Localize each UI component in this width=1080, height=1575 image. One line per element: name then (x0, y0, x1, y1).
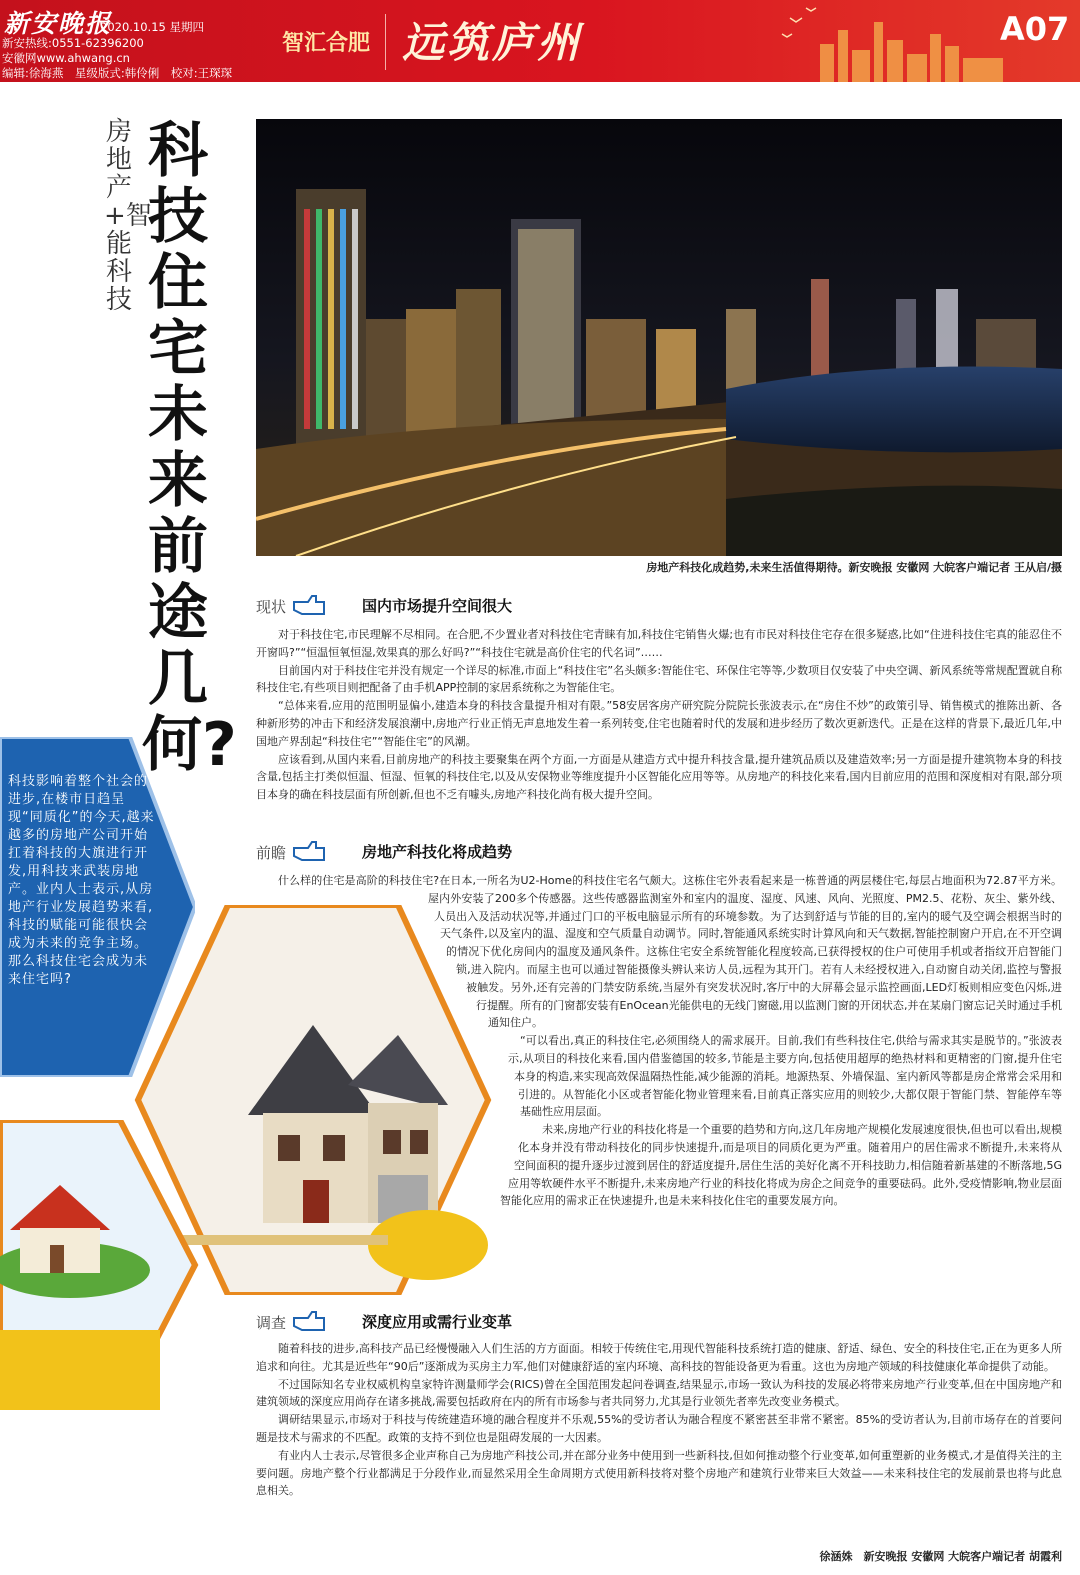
section-title: 国内市场提升空间很大 (362, 597, 513, 615)
pointing-hand-icon (292, 594, 326, 616)
section-title: 深度应用或需行业变革 (362, 1313, 513, 1331)
paragraph: 未来,房地产行业的科技化将是一个重要的趋势和方向,这几年房地产规模化发展速度很快,但也可以看出,规模化本身并没有带动科技化的同步快速提升,而是项目的同质化更为严重。随着用户的居住需求不断提升,未来将从空间面积的提升逐步过渡到居住的舒适度提升,居住生活的美好化离不开科技助力,相信随着新基建的不断落地,5G应用等软硬件水平不断提升,未来房地产行业的科技化将成为房企之间竞争的重要砝码。此外,受疫情影响,物业层面智能化应用的需求正在快速提升,也是未来科技化住宅的重要发展方向。 (500, 1123, 1062, 1208)
pointing-hand-icon (292, 1310, 326, 1332)
paragraph: 对于科技住宅,市民理解不尽相同。在合肥,不少置业者对科技住宅青睐有加,科技住宅销售火爆;也有市民对科技住宅存在很多疑惑,比如“住进科技住宅真的能忍住不开窗吗?”“恒温恒氧恒湿,效果真的那么好吗?”“科技住宅就是高价住宅的代名词”…… (256, 628, 1062, 659)
byline: 徐涵姝 新安晚报 安徽网 大皖客户端记者 胡霞利 (819, 1550, 1062, 1563)
hotline: 新安热线:0551-62396200 (2, 36, 144, 50)
section-title: 房地产科技化将成趋势 (362, 843, 513, 861)
paragraph: “可以看出,真正的科技住宅,必须围绕人的需求展开。目前,我们有些科技住宅,供给与需求其实是脱节的。”张波表示,从项目的科技化来看,国内借鉴德国的较多,节能是主要方向,包括使用超厚的绝热材料和更精密的门窗,提升住宅本身的构造,来实现高效保温隔热性能,减少能源的消耗。地源热泵、外墙保温、室内新风等都是房企常常会采用和引进的。从智能化小区或者智能化物业管理来看,目前真正落实应用的则较少,大都仅限于智能门禁、智能停车等基础性应用层面。 (508, 1034, 1062, 1119)
headline-subtitle: 房地产+智能科技 (104, 117, 152, 315)
page-banner (0, 0, 1080, 82)
section-body-outlook (256, 872, 1062, 1322)
small-house-illustration (0, 1120, 200, 1410)
section-body-survey (256, 1340, 1062, 1500)
paragraph: 调研结果显示,市场对于科技与传统建造环境的融合程度并不乐观,55%的受访者认为融合程度不紧密甚至非常不紧密。85%的受访者认为,目前市场存在的首要问题是技术与需求的不匹配。政策的支持不到位也是阻碍发展的一大因素。 (256, 1413, 1062, 1444)
section-label: 现状 (256, 598, 287, 616)
section-label: 前瞻 (256, 844, 287, 862)
photo-caption: 房地产科技化成趋势,未来生活值得期待。新安晚报 安徽网 大皖客户端记者 王从启/摄 (646, 561, 1062, 574)
editor-credits: 编辑:徐海燕 星级版式:韩伶俐 校对:王琛琛 (2, 66, 233, 80)
section-body-status (256, 626, 1062, 804)
paragraph: 应该看到,从国内来看,目前房地产的科技主要聚集在两个方面,一方面是从建造方式中提升科技含量,提升建筑品质以及建造效率;另一方面是提升建筑物本身的科技含量,包括主打类似恒温、恒湿、恒氧的科技住宅,以及从安保物业等维度提升小区智能化应用等等。从房地产的科技化来看,国内目前应用的范围和深度相对有限,部分项目本身的确在科技层面有所创新,但也不乏有噱头,房地产科技化尚有极大提升空间。 (256, 752, 1062, 802)
section-header-outlook (256, 840, 1062, 864)
column-slogan: 远筑庐州 (402, 18, 583, 67)
callout-text: 科技影响着整个社会的进步,在楼市日趋呈现“同质化”的今天,越来越多的房地产公司开始扛着科技的大旗进行开发,用科技来武装房地产。业内人士表示,从房地产行业发展趋势来看,科技的赋能可能很快会成为未来的竞争主场。那么科技住宅会成为未来住宅吗? (8, 774, 155, 987)
paragraph: 不过国际知名专业权威机构皇家特许测量师学会(RICS)曾在全国范围发起问卷调查,结果显示,市场一致认为科技的发展必将带来房地产行业变革,但在中国房地产和建筑领域的深度应用尚存在诸多挑战,需要包括政府在内的所有市场参与者共同努力,尤其是行业领先者率先改变业务模式。 (256, 1377, 1062, 1409)
paragraph: 随着科技的进步,高科技产品已经慢慢融入人们生活的方方面面。相较于传统住宅,用现代智能科技系统打造的健康、舒适、绿色、安全的科技住宅,正在为更多人所追求和向往。尤其是近些年“90后”逐渐成为买房主力军,他们对健康舒适的室内环境、高科技的智能设备更为看重。这也为房地产领域的科技健康化革命提供了动能。 (256, 1342, 1062, 1373)
paragraph: 有业内人士表示,尽管很多企业声称自己为房地产科技公司,并在部分业务中使用到一些新科技,但如何推动整个行业变革,如何重塑新的业务模式,才是值得关注的主要问题。房地产整个行业都满足于分段作业,而显然采用全生命周期方式使用新科技将对整个房地产和建筑行业带来巨大效益——未来科技住宅的发展前景也将与此息息相关。 (256, 1448, 1062, 1498)
headline-title: 科技住宅未来前途几何? (142, 116, 237, 780)
banner-divider (385, 14, 386, 70)
section-header-status (256, 594, 1062, 618)
paragraph: 什么样的住宅是高阶的科技住宅?在日本,一所名为U2-Home的科技住宅名气颇大。这栋住宅外表看起来是一栋普通的两层楼住宅,每层占地面积为72.87平方米。屋内外安装了200多个传感器。这些传感器监测室外和室内的温度、湿度、风速、风向、光照度、PM2.5、花粉、灰尘、紫外线、人员出入及活动状况等,并通过门口的平板电脑显示所有的环境参数。为了达到舒适与节能的目的,室内的暖气及空调会根据当时的天气条件,以及室内的温、湿度和空气质量自动调节。同时,智能通风系统实时计算风向和天气数据,智能控制窗户开启,在不开空调的情况下优化房间内的温度及通风条件。这栋住宅安全系统智能化程度较高,已获得授权的住户可使用手机或者指纹开启智能门锁,进入院内。而屋主也可以通过智能摄像头辨认来访人员,远程为其开门。若有人未经授权进入,自动窗自动关闭,监控与警报被触发。另外,还有完善的门禁安防系统,当屋外有突发状况时,客厅中的大屏幕会显示监控画面,LED灯板则相应变色闪烁,进行提醒。所有的门窗都安装有EnOcean光能供电的无线门窗磁,用以监测门窗的开闭状态,并在某扇门窗忘记关时通过手机通知住户。 (278, 874, 1062, 1030)
issue-date: 2020.10.15 星期四 (100, 20, 205, 34)
newspaper-masthead: 新安晚报 (4, 9, 113, 38)
city-night-photo (256, 119, 1062, 556)
section-tag: 智汇合肥 (282, 31, 371, 56)
website: 安徽网www.ahwang.cn (2, 51, 130, 65)
pointing-hand-icon (292, 840, 326, 862)
paragraph: 目前国内对于科技住宅并没有规定一个详尽的标准,市面上“科技住宅”名头颇多:智能住宅、环保住宅等等,少数项目仅安装了中央空调、新风系统等常规配置就自称科技住宅,有些项目则把配备了由手机APP控制的家居系统称之为智能住宅。 (256, 663, 1062, 695)
section-header-survey (256, 1310, 1062, 1334)
page-number: A07 (1000, 10, 1070, 48)
paragraph: “总体来看,应用的范围明显偏小,建造本身的科技含量提升相对有限。”58安居客房产研究院分院院长张波表示,在“房住不炒”的政策引导、销售模式的推陈出新、各种新形势的冲击下和经济发展浪潮中,房地产行业正悄无声息地发生着一系列转变,住宅也随着时代的发展和进步经历了数次更新迭代。正是在这样的背景下,最近几年,中国地产界刮起“科技住宅”“智能住宅”的风潮。 (256, 699, 1062, 748)
section-label: 调查 (256, 1314, 287, 1332)
